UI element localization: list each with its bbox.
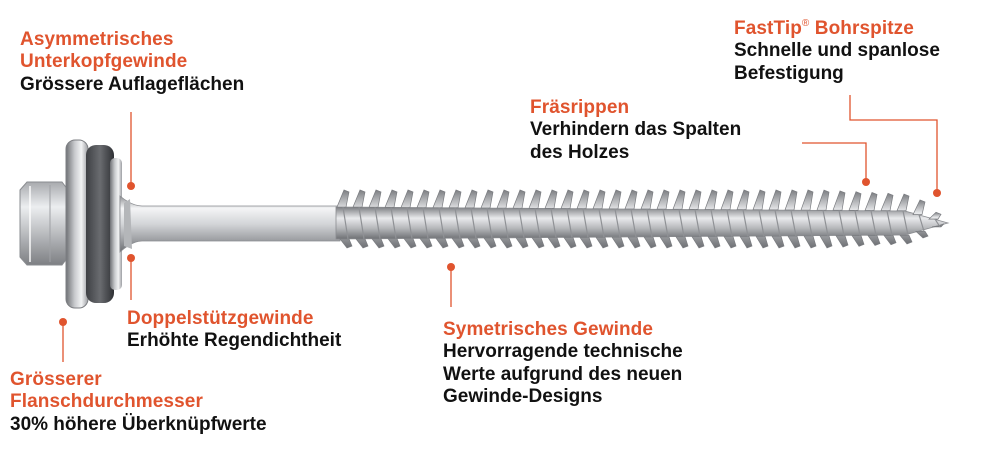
dot-fraesrippen xyxy=(862,178,870,186)
callout-flange xyxy=(10,369,267,436)
dot-asymmetric xyxy=(127,182,135,190)
fasttip-desc-2: Befestigung xyxy=(734,62,844,84)
flange-title-1: Grösserer xyxy=(10,369,102,390)
callout-fraesrippen xyxy=(530,97,741,164)
leader-fasttip xyxy=(850,95,937,193)
dot-fasttip xyxy=(933,189,941,197)
asymmetric-title-2: Unterkopfgewinde xyxy=(20,51,188,73)
leader-fraesrippen xyxy=(802,143,866,182)
fraesrippen-title: Fräsrippen xyxy=(530,97,630,118)
asymmetric-title-1: Asymmetrisches xyxy=(20,29,174,50)
dot-symmetric xyxy=(447,263,455,271)
flange-title-2: Flanschdurchmesser xyxy=(10,391,203,413)
doppel-title: Doppelstützgewinde xyxy=(127,308,314,329)
asymmetric-desc-1: Grössere Auflageflächen xyxy=(20,73,245,95)
fasttip-title-rest: Bohrspitze xyxy=(809,18,914,39)
flange-desc-1: 30% höhere Überknüpfwerte xyxy=(10,413,267,435)
symmetric-desc-1: Hervorragende technische xyxy=(443,341,683,363)
symmetric-desc-3: Gewinde-Designs xyxy=(443,386,603,408)
fraesrippen-desc-1: Verhindern das Spalten xyxy=(530,119,742,141)
callout-asymmetric xyxy=(20,29,244,96)
dot-doppel xyxy=(127,254,135,262)
fasttip-title-brand: FastTip xyxy=(734,18,802,39)
callout-symmetric xyxy=(443,319,683,409)
dot-flange xyxy=(59,318,67,326)
fasttip-title xyxy=(734,18,940,40)
fasttip-desc-1: Schnelle und spanlose xyxy=(734,40,940,62)
fraesrippen-desc-2: des Holzes xyxy=(530,141,630,163)
symmetric-desc-2: Werte aufgrund des neuen xyxy=(443,363,683,385)
callout-fasttip xyxy=(734,18,940,85)
symmetric-title: Symetrisches Gewinde xyxy=(443,319,654,340)
callout-doppel xyxy=(127,308,341,353)
registered-mark: ® xyxy=(801,18,810,29)
doppel-desc-1: Erhöhte Regendichtheit xyxy=(127,330,342,352)
